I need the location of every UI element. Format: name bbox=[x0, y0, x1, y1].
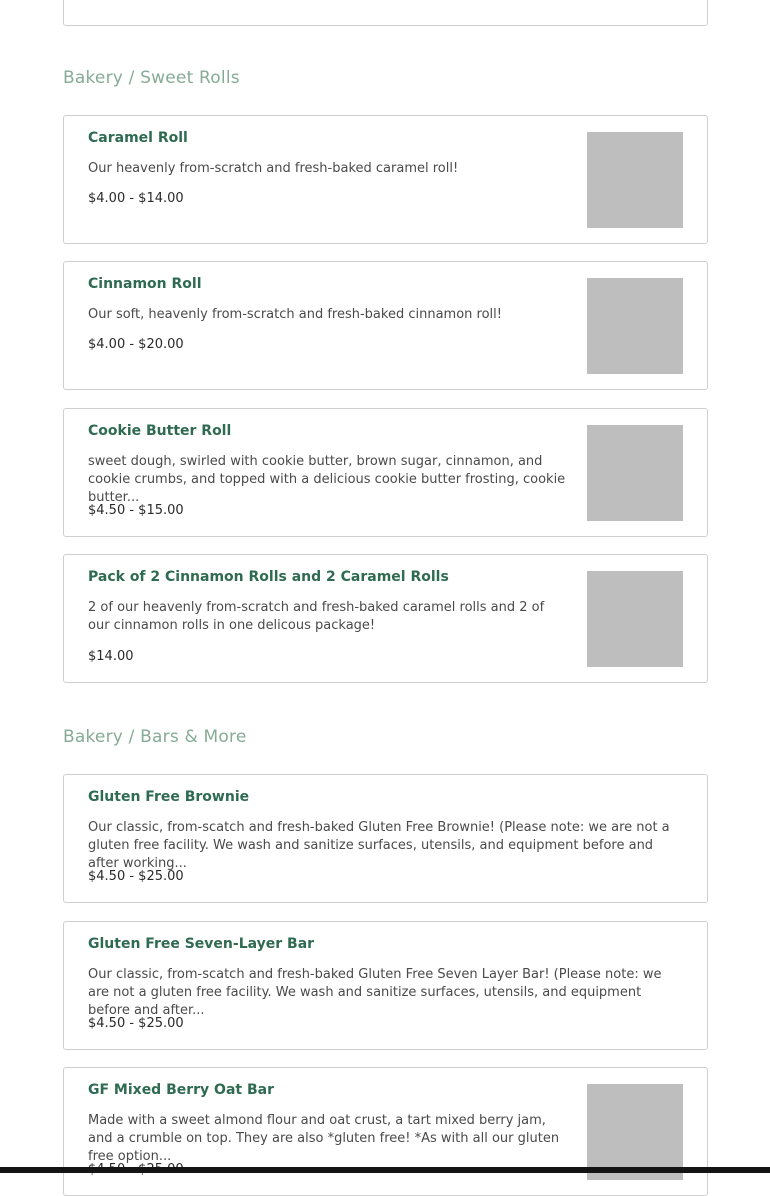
menu-item-image[interactable] bbox=[587, 132, 683, 228]
menu-item-card-partial[interactable] bbox=[63, 0, 708, 26]
menu-item-image[interactable] bbox=[587, 425, 683, 521]
menu-item-card[interactable] bbox=[63, 921, 708, 1050]
menu-item-description: sweet dough, swirled with cookie butter, brown sugar, cinnamon, and cookie crumbs, and topped with a delicious cookie butter frosting, cookie butter... bbox=[88, 454, 566, 505]
menu-item-card[interactable] bbox=[63, 1067, 708, 1196]
menu-item-card[interactable] bbox=[63, 115, 708, 244]
menu-item-name[interactable]: GF Mixed Berry Oat Bar bbox=[88, 1082, 274, 1098]
section-title-bars-and-more: Bakery / Bars & More bbox=[63, 727, 247, 747]
menu-item-description: Our heavenly from-scratch and fresh-baked caramel roll! bbox=[88, 161, 459, 176]
menu-item-name[interactable]: Cinnamon Roll bbox=[88, 276, 202, 292]
menu-item-name[interactable]: Cookie Butter Roll bbox=[88, 423, 232, 439]
menu-item-description: Our classic, from-scatch and fresh-baked Gluten Free Seven Layer Bar! (Please note: we are not a gluten free facility. We wash and sanitize surfaces, utensils, and equipment before and after... bbox=[88, 967, 662, 1018]
menu-item-card[interactable] bbox=[63, 774, 708, 903]
menu-item-price: $14.00 bbox=[88, 649, 134, 664]
menu-item-name[interactable]: Gluten Free Brownie bbox=[88, 789, 250, 805]
menu-item-price: $4.50 - $15.00 bbox=[88, 503, 184, 518]
menu-item-description: Made with a sweet almond flour and oat crust, a tart mixed berry jam, and a crumble on top. They are also *gluten free! *As with all our gluten free option... bbox=[88, 1113, 560, 1164]
menu-item-price: $4.50 - $25.00 bbox=[88, 1016, 184, 1031]
menu-item-image[interactable] bbox=[587, 1084, 683, 1180]
menu-item-price: $4.00 - $14.00 bbox=[88, 191, 184, 206]
menu-item-name[interactable]: Pack of 2 Cinnamon Rolls and 2 Caramel Rolls bbox=[88, 569, 449, 585]
menu-item-card[interactable] bbox=[63, 554, 708, 683]
menu-item-name[interactable]: Caramel Roll bbox=[88, 130, 188, 146]
menu-item-description: Our soft, heavenly from-scratch and fresh-baked cinnamon roll! bbox=[88, 307, 502, 322]
menu-item-price: $4.00 - $20.00 bbox=[88, 337, 184, 352]
menu-item-image[interactable] bbox=[587, 571, 683, 667]
menu-item-image[interactable] bbox=[587, 278, 683, 374]
section-title-sweet-rolls: Bakery / Sweet Rolls bbox=[63, 68, 240, 88]
bottom-edge-bar bbox=[0, 1167, 770, 1173]
menu-item-card[interactable] bbox=[63, 261, 708, 390]
menu-item-description: 2 of our heavenly from-scratch and fresh-baked caramel rolls and 2 of our cinnamon rolls in one delicous package! bbox=[88, 600, 545, 633]
menu-item-description: Our classic, from-scatch and fresh-baked Gluten Free Brownie! (Please note: we are not a gluten free facility. We wash and sanitize surfaces, utensils, and equipment before and after working... bbox=[88, 820, 670, 871]
menu-item-price: $4.50 - $25.00 bbox=[88, 869, 184, 884]
menu-item-name[interactable]: Gluten Free Seven-Layer Bar bbox=[88, 936, 315, 952]
menu-item-card[interactable] bbox=[63, 408, 708, 537]
